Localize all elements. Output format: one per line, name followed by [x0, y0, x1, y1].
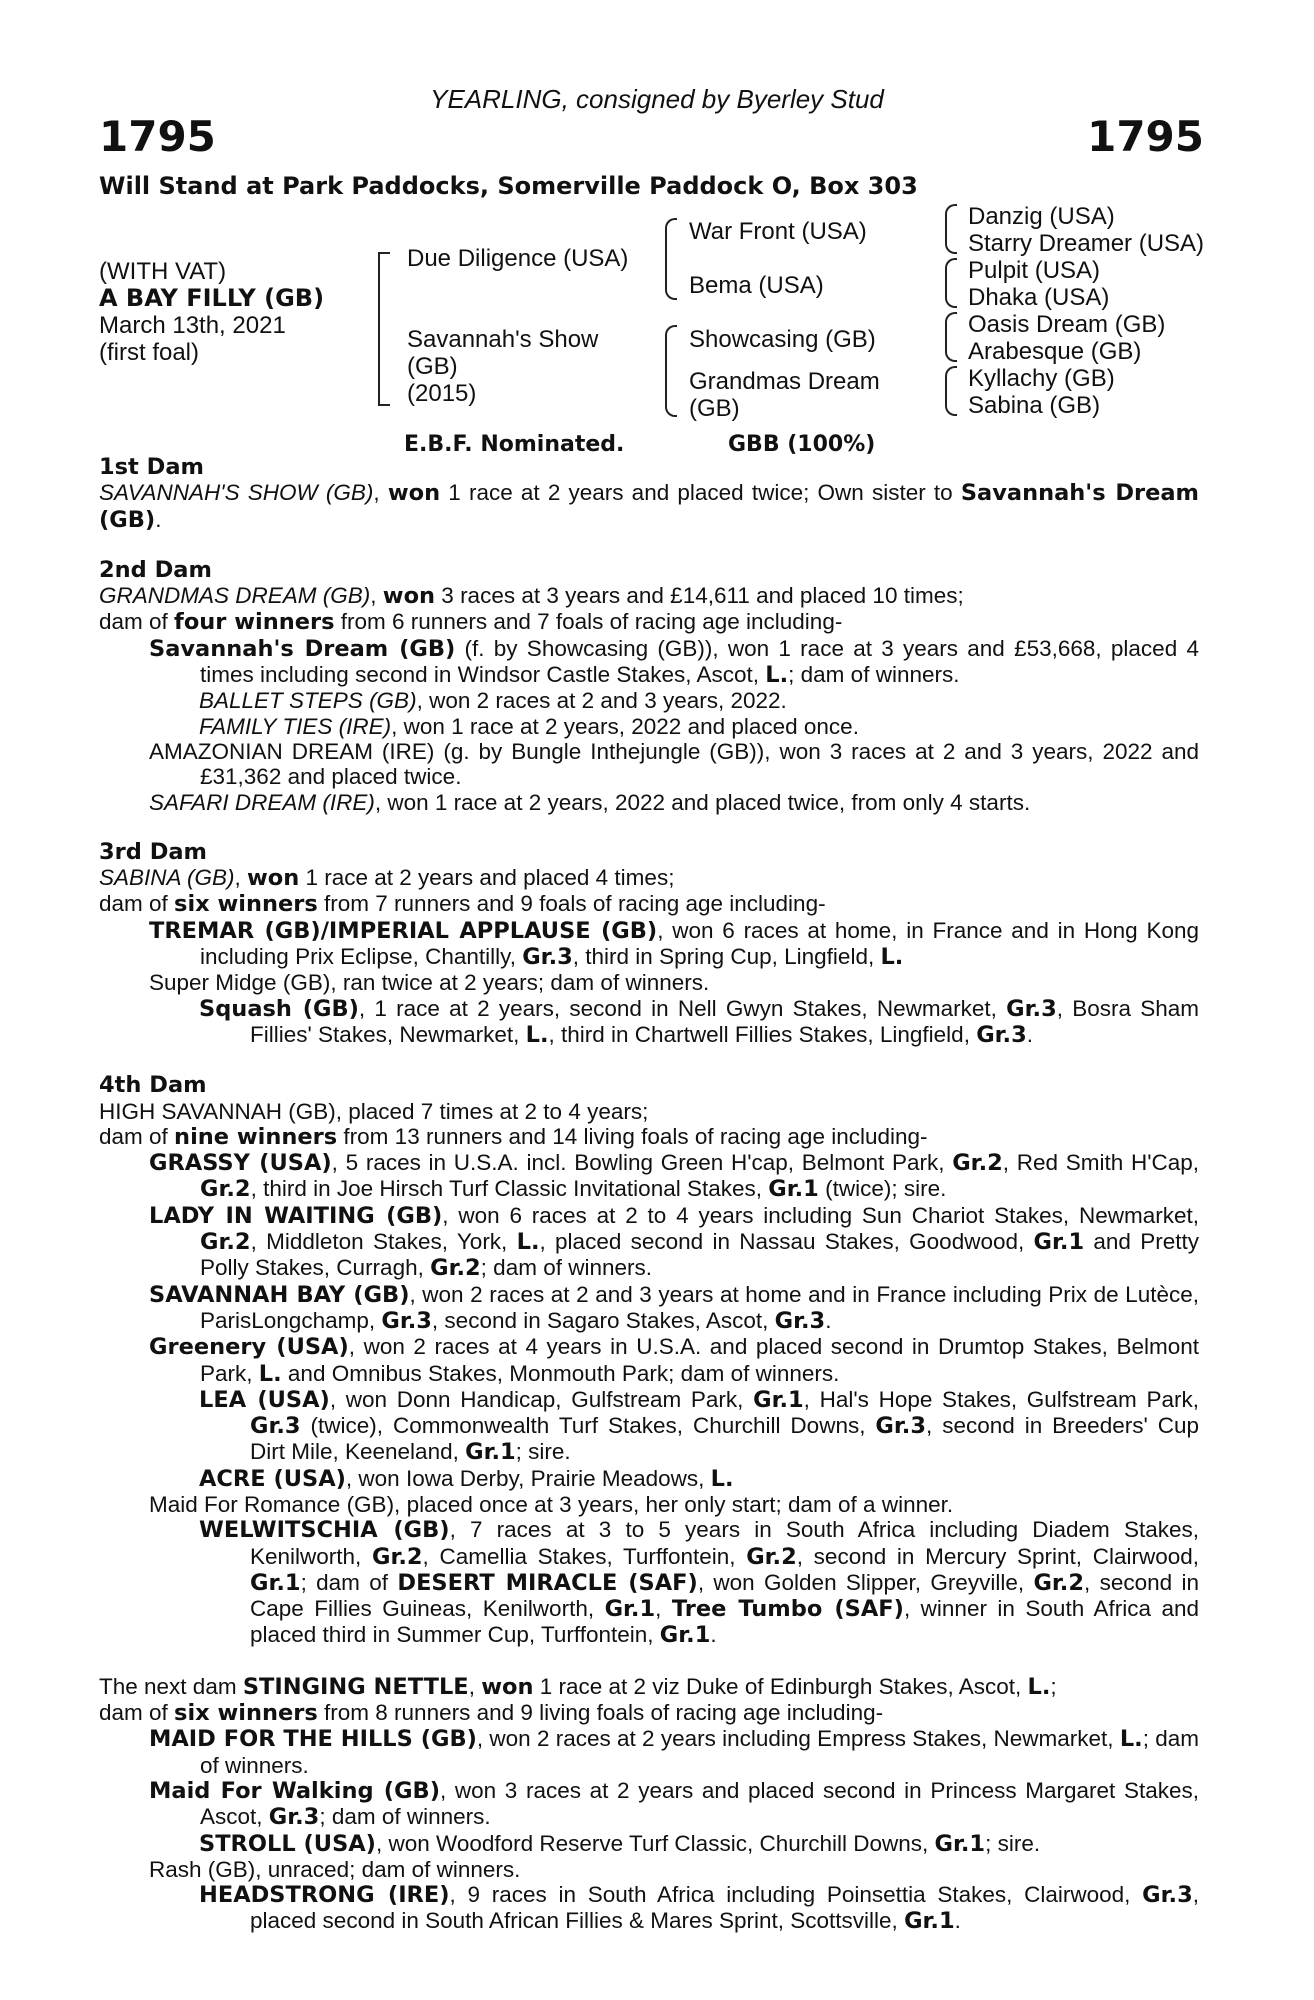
dam4-produce-item: GRASSY (USA), 5 races in U.S.A. incl. Bowling Green H'cap, Belmont Park, Gr.2, Red Smith H'Cap, Gr.2, third in Joe Hirsch Turf Classic Invitational Stakes, Gr.1 (twice); sire.	[149, 1150, 1200, 1203]
next-dam-produce-item: HEADSTRONG (IRE), 9 races in South Africa including Poinsettia Stakes, Clairwood, Gr.3, placed second in South African Fillies & Mares Sprint, Scottsville, Gr.1.	[199, 1882, 1199, 1935]
section-title-dam4: 4th Dam	[99, 1072, 207, 1099]
dam3-produce-item: Squash (GB), 1 race at 2 years, second in Nell Gwyn Stakes, Newmarket, Gr.3, Bosra Sham Fillies' Stakes, Newmarket, L., third in Chartwell Fillies Stakes, Lingfield, Gr.3.	[199, 995, 1199, 1048]
gen3-sdd: Dhaka (USA)	[968, 284, 1110, 311]
lot-number-right: 1795	[1087, 112, 1204, 161]
dam-dam-country: (GB)	[689, 395, 740, 422]
sire-name: Due Diligence (USA)	[407, 245, 629, 272]
vat-label: (WITH VAT)	[99, 258, 227, 285]
dam4-produce-item: Maid For Romance (GB), placed once at 3 years, her only start; dam of a winner.	[149, 1491, 954, 1517]
gen3-dss: Oasis Dream (GB)	[968, 311, 1166, 338]
dam2-produce-item: Savannah's Dream (GB) (f. by Showcasing (GB)), won 1 race at 3 years and £53,668, placed 4 times including second in Windsor Castle Stakes, Ascot, L.; dam of winners.	[149, 635, 1199, 689]
dam4-intro: HIGH SAVANNAH (GB), placed 7 times at 2 to 4 years;	[99, 1098, 649, 1124]
horse-note: (first foal)	[99, 339, 200, 366]
horse-dob: March 13th, 2021	[99, 312, 286, 339]
next-dam-produce-summary: dam of six winners from 8 runners and 9 living foals of racing age including-	[99, 1700, 884, 1727]
dam4-produce-item: WELWITSCHIA (GB), 7 races at 3 to 5 years in South Africa including Diadem Stakes, Kenilworth, Gr.2, Camellia Stakes, Turffontein, Gr.2, second in Mercury Sprint, Clairwood, Gr.1; dam of DESERT MIRACLE (SAF), won Golden Slipper, Greyville, Gr.2, second in Cape Fillies Guineas, Kenilworth, Gr.1, Tree Tumbo (SAF), winner in South Africa and placed third in Summer Cup, Turffontein, Gr.1.	[199, 1517, 1200, 1649]
dam2-produce-item: AMAZONIAN DREAM (IRE) (g. by Bungle Inthejungle (GB)), won 3 races at 2 and 3 years, 2022 and £31,362 and placed twice.	[149, 738, 1199, 790]
dam2-produce-item: BALLET STEPS (GB), won 2 races at 2 and 3 years, 2022.	[199, 688, 787, 714]
dam1-paragraph: SAVANNAH'S SHOW (GB), won 1 race at 2 years and placed twice; Own sister to Savannah's Dream (GB).	[99, 480, 1199, 533]
gen3-brace-3	[945, 312, 957, 362]
dam4-produce-summary: dam of nine winners from 13 runners and 14 living foals of racing age including-	[99, 1123, 928, 1150]
sire-brace	[665, 218, 677, 300]
dam-name-country: (GB)	[407, 353, 458, 380]
next-dam-produce-item: Maid For Walking (GB), won 3 races at 2 years and placed second in Princess Margaret Stakes, Ascot, Gr.3; dam of winners.	[149, 1777, 1199, 1831]
dam4-produce-item: Greenery (USA), won 2 races at 4 years in U.S.A. and placed second in Drumtop Stakes, Belmont Park, L. and Omnibus Stakes, Monmouth Park; dam of winners.	[149, 1334, 1200, 1387]
dam4-produce-item: LADY IN WAITING (GB), won 6 races at 2 to 4 years including Sun Chariot Stakes, Newmarket, Gr.2, Middleton Stakes, York, L., placed second in Nassau Stakes, Goodwood, Gr.1 and Pretty Polly Stakes, Curragh, Gr.2; dam of winners.	[149, 1202, 1199, 1282]
dam2-intro: GRANDMAS DREAM (GB), won 3 races at 3 years and £14,611 and placed 10 times;	[99, 583, 964, 610]
gbb-badge: GBB (100%)	[728, 432, 876, 457]
gen3-ssd: Starry Dreamer (USA)	[968, 230, 1205, 257]
dam3-produce-summary: dam of six winners from 7 runners and 9 foals of racing age including-	[99, 891, 826, 918]
next-dam-produce-item: STROLL (USA), won Woodford Reserve Turf Classic, Churchill Downs, Gr.1; sire.	[199, 1830, 1041, 1857]
dam-brace	[665, 325, 677, 417]
gen3-dds: Kyllachy (GB)	[968, 365, 1115, 392]
gen3-brace-4	[945, 366, 957, 416]
pedigree-brace	[378, 252, 390, 406]
dam3-produce-item: TREMAR (GB)/IMPERIAL APPLAUSE (GB), won 6 races at home, in France and in Hong Kong including Prix Eclipse, Chantilly, Gr.3, third in Spring Cup, Lingfield, L.	[149, 917, 1199, 971]
dam4-produce-item: SAVANNAH BAY (GB), won 2 races at 2 and 3 years at home and in France including Prix de Lutèce, ParisLongchamp, Gr.3, second in Sagaro Stakes, Ascot, Gr.3.	[149, 1281, 1199, 1334]
gen3-ddd: Sabina (GB)	[968, 392, 1101, 419]
gen3-brace-1	[945, 204, 957, 254]
dam3-produce-item: Super Midge (GB), ran twice at 2 years; dam of winners.	[149, 970, 710, 996]
gen3-brace-2	[945, 258, 957, 308]
dam-sire: Showcasing (GB)	[689, 326, 876, 353]
lot-number-left: 1795	[99, 112, 216, 161]
horse-name: A BAY FILLY (GB)	[99, 284, 325, 312]
stand-location: Will Stand at Park Paddocks, Somerville Paddock O, Box 303	[99, 172, 918, 200]
dam-year: (2015)	[407, 380, 477, 407]
next-dam-produce-item: Rash (GB), unraced; dam of winners.	[149, 1856, 521, 1882]
section-title-dam1: 1st Dam	[99, 454, 204, 480]
next-dam-produce-item: MAID FOR THE HILLS (GB), won 2 races at 2 years including Empress Stakes, Newmarket, L.; dam of winners.	[149, 1726, 1199, 1778]
consignment-line: YEARLING, consigned by Byerley Stud	[430, 84, 884, 114]
gen3-sss: Danzig (USA)	[968, 203, 1115, 230]
dam2-produce-summary: dam of four winners from 6 runners and 7 foals of racing age including-	[99, 609, 843, 636]
section-title-dam3: 3rd Dam	[99, 838, 207, 865]
dam4-produce-item: ACRE (USA), won Iowa Derby, Prairie Meadows, L.	[199, 1465, 734, 1492]
sire-dam: Bema (USA)	[689, 272, 824, 299]
sire-sire: War Front (USA)	[689, 218, 867, 245]
dam-name: Savannah's Show	[407, 326, 599, 353]
pedigree-narrative	[99, 455, 1199, 1935]
gen3-dsd: Arabesque (GB)	[968, 338, 1142, 365]
dam3-intro: SABINA (GB), won 1 race at 2 years and placed 4 times;	[99, 865, 675, 892]
next-dam-intro: The next dam STINGING NETTLE, won 1 race at 2 viz Duke of Edinburgh Stakes, Ascot, L.;	[99, 1673, 1057, 1700]
dam4-produce-item: LEA (USA), won Donn Handicap, Gulfstream Park, Gr.1, Hal's Hope Stakes, Gulfstream Park, Gr.3 (twice), Commonwealth Turf Stakes, Churchill Downs, Gr.3, second in Breeders' Cup Dirt Mile, Keeneland, Gr.1; sire.	[199, 1386, 1199, 1466]
ebf-badge: E.B.F. Nominated.	[404, 432, 625, 457]
gen3-sds: Pulpit (USA)	[968, 257, 1101, 284]
dam-dam: Grandmas Dream	[689, 368, 880, 395]
section-title-dam2: 2nd Dam	[99, 556, 212, 583]
dam2-produce-item: FAMILY TIES (IRE), won 1 race at 2 years, 2022 and placed once.	[199, 713, 859, 739]
dam2-produce-item: SAFARI DREAM (IRE), won 1 race at 2 years, 2022 and placed twice, from only 4 starts.	[149, 789, 1031, 815]
